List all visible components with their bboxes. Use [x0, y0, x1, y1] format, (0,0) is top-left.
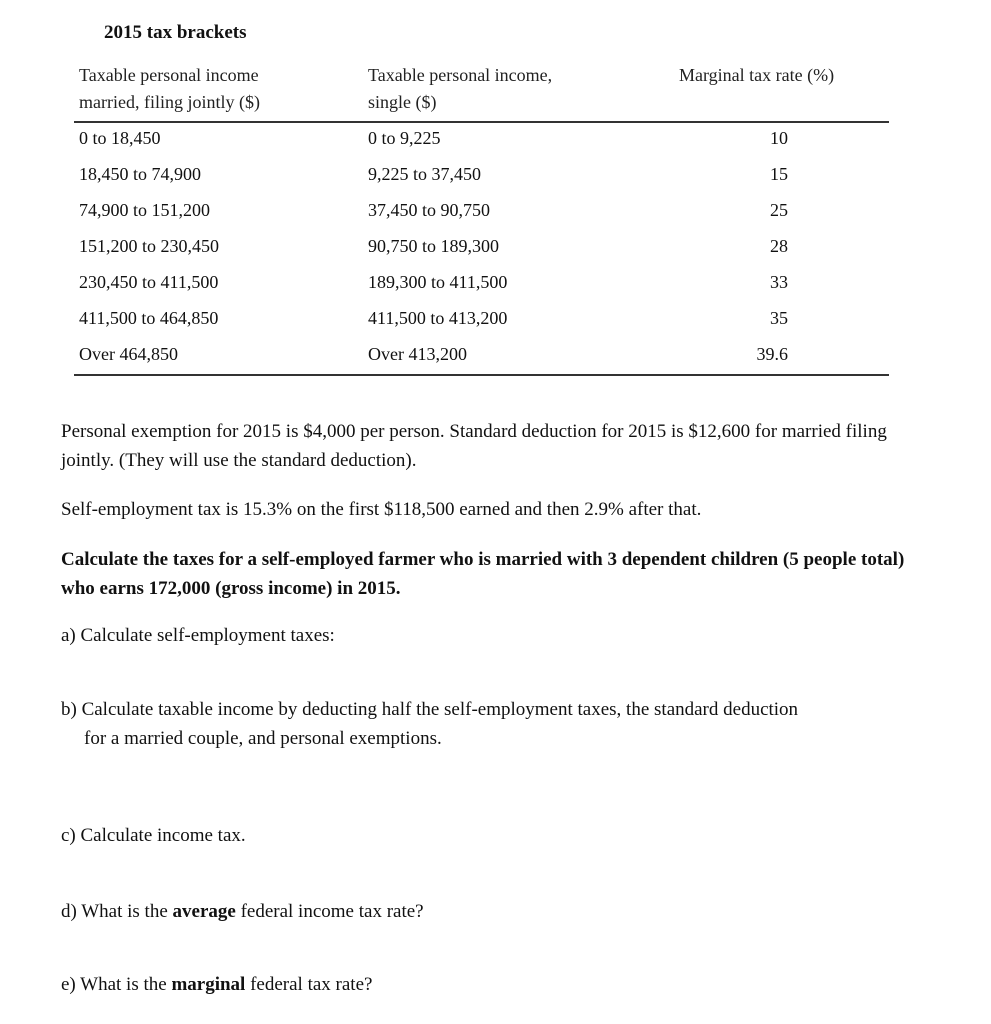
header-married-line2: married, filing jointly ($): [79, 92, 260, 112]
question-e-emphasis: marginal: [171, 974, 246, 995]
question-e-suffix: federal tax rate?: [245, 974, 373, 995]
question-c: c) Calculate income tax.: [61, 825, 246, 846]
header-single-line2: single ($): [368, 92, 437, 112]
marginal-rate: 33: [770, 272, 788, 292]
question-b-line2: for a married couple, and personal exemptions.: [84, 728, 442, 749]
question-d: [61, 897, 921, 926]
marginal-rate: 28: [770, 236, 788, 256]
question-e: [61, 970, 921, 999]
table-row: [0, 159, 991, 195]
table-bottom-rule: [74, 374, 889, 376]
question-d-emphasis: average: [172, 901, 236, 922]
table-title: 2015 tax brackets: [104, 22, 247, 43]
question-d-prefix: d) What is the: [61, 901, 173, 922]
question-a: a) Calculate self-employment taxes:: [61, 625, 335, 646]
header-married-line1: Taxable personal income: [79, 65, 259, 85]
marginal-rate: 39.6: [756, 344, 788, 364]
tax-bracket-table-body: [0, 123, 991, 375]
table-row: [0, 231, 991, 267]
question-d-suffix: federal income tax rate?: [235, 901, 424, 922]
marginal-rate: 10: [770, 128, 788, 148]
table-row: [0, 303, 991, 339]
self-employment-paragraph: Self-employment tax is 15.3% on the first $118,500 earned and then 2.9% after that.: [61, 499, 702, 520]
header-single-line1: Taxable personal income,: [368, 65, 553, 85]
header-married: [79, 62, 349, 116]
single-bracket: Over 413,200: [368, 344, 467, 364]
table-row: [0, 123, 991, 159]
marginal-rate: 25: [770, 200, 788, 220]
married-bracket: 74,900 to 151,200: [79, 200, 211, 220]
married-bracket: 151,200 to 230,450: [79, 236, 220, 256]
question-b-line1: b) Calculate taxable income by deducting half the self-employment taxes, the standard deduction: [61, 699, 799, 720]
question-e-prefix: e) What is the: [61, 974, 172, 995]
single-bracket: 90,750 to 189,300: [368, 236, 500, 256]
question-b: [61, 695, 921, 753]
table-row: [0, 267, 991, 303]
single-bracket: 37,450 to 90,750: [368, 200, 491, 220]
header-single: [368, 62, 628, 116]
married-bracket: 18,450 to 74,900: [79, 164, 202, 184]
married-bracket: 230,450 to 411,500: [79, 272, 219, 292]
exemption-paragraph: Personal exemption for 2015 is $4,000 per person. Standard deduction for 2015 is $12,600 for married filing jointly. (They will use the standard deduction).: [61, 421, 887, 471]
header-rate: Marginal tax rate (%): [679, 65, 835, 85]
marginal-rate: 15: [770, 164, 788, 184]
problem-statement: Calculate the taxes for a self-employed farmer who is married with 3 dependent children (5 people total) who earns 172,000 (gross income) in 2015.: [61, 549, 905, 599]
single-bracket: 411,500 to 413,200: [368, 308, 508, 328]
marginal-rate: 35: [770, 308, 788, 328]
married-bracket: Over 464,850: [79, 344, 178, 364]
table-row: [0, 195, 991, 231]
single-bracket: 9,225 to 37,450: [368, 164, 482, 184]
married-bracket: 411,500 to 464,850: [79, 308, 219, 328]
single-bracket: 189,300 to 411,500: [368, 272, 508, 292]
married-bracket: 0 to 18,450: [79, 128, 161, 148]
single-bracket: 0 to 9,225: [368, 128, 441, 148]
table-row: [0, 339, 991, 375]
